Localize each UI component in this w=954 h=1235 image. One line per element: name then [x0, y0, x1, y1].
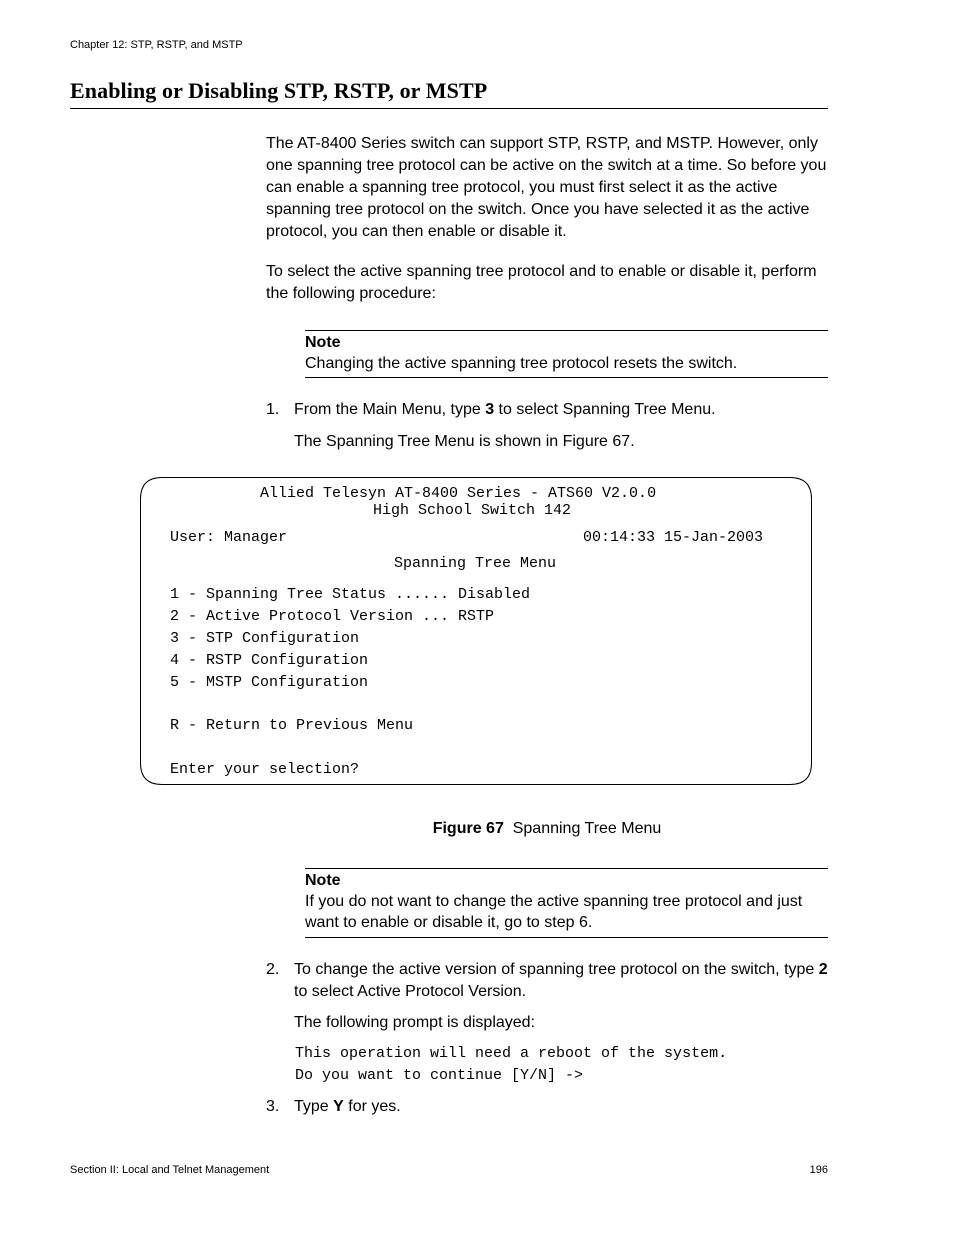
step-1-text [294, 399, 830, 421]
step-number-2: 2. [266, 961, 280, 978]
step-1-pre: From the Main Menu, type [294, 401, 486, 418]
step-2-subtext: The following prompt is displayed: [294, 1014, 536, 1031]
terminal-menu-item: 3 - STP Configuration [170, 630, 360, 647]
terminal-user: User: Manager [170, 529, 288, 546]
terminal-menu-item: 1 - Spanning Tree Status ...... Disabled [170, 586, 531, 603]
step-2-post: to select Active Protocol Version. [294, 983, 527, 1000]
footer-section: Section II: Local and Telnet Management [70, 1164, 270, 1176]
step-2-key: 2 [818, 961, 828, 978]
step-2-text [294, 959, 830, 1003]
terminal-header-line-2: High School Switch 142 [373, 502, 572, 519]
note-text: Changing the active spanning tree protocol resets the switch. [305, 355, 738, 372]
terminal-menu-item: 2 - Active Protocol Version ... RSTP [170, 608, 495, 625]
running-head: Chapter 12: STP, RSTP, and MSTP [70, 39, 243, 51]
figure-title: Spanning Tree Menu [512, 820, 662, 837]
intro-paragraph-1: The AT-8400 Series switch can support STP, RSTP, and MSTP. However, only one spanning tree protocol can be active on the switch at a time. So before you can enable a spanning tree protocol, you must first select it as the active spanning tree protocol on the switch. Once you have selected it as the active protocol, you can then enable or disable it. [266, 135, 827, 240]
page-number: 196 [809, 1164, 828, 1176]
step-1-key: 3 [485, 401, 495, 418]
figure-caption [266, 820, 828, 838]
step-3-text [294, 1096, 830, 1118]
step-3-post: for yes. [343, 1098, 401, 1115]
step-3-key: Y [333, 1098, 344, 1115]
terminal-header-line-1: Allied Telesyn AT-8400 Series - ATS60 V2.0.0 [260, 485, 657, 502]
note-text: If you do not want to change the active spanning tree protocol and just want to enable or disable it, go to step 6. [305, 893, 803, 931]
step-1-post: to select Spanning Tree Menu. [494, 401, 716, 418]
reboot-prompt-line-2: Do you want to continue [Y/N] -> [295, 1067, 584, 1084]
figure-number: Figure 67 [432, 820, 504, 837]
terminal-return-item: R - Return to Previous Menu [170, 717, 414, 734]
note-label: Note [305, 334, 341, 351]
terminal-datetime: 00:14:33 15-Jan-2003 [583, 529, 764, 546]
terminal-menu-title: Spanning Tree Menu [394, 555, 557, 572]
terminal-prompt: Enter your selection? [170, 761, 360, 778]
step-number-3: 3. [266, 1098, 280, 1115]
terminal-screen-figure [140, 477, 812, 785]
intro-paragraph-2: To select the active spanning tree protocol and to enable or disable it, perform the following procedure: [266, 263, 817, 302]
step-1-subtext: The Spanning Tree Menu is shown in Figure 67. [294, 433, 635, 450]
section-title: Enabling or Disabling STP, RSTP, or MSTP [70, 78, 828, 109]
step-3-pre: Type [294, 1098, 334, 1115]
note-box-reset [305, 330, 828, 378]
reboot-prompt-line-1: This operation will need a reboot of the system. [295, 1045, 728, 1062]
terminal-menu-item: 5 - MSTP Configuration [170, 674, 369, 691]
note-label: Note [305, 872, 341, 889]
terminal-menu-item: 4 - RSTP Configuration [170, 652, 369, 669]
step-number-1: 1. [266, 401, 280, 418]
step-2-pre: To change the active version of spanning tree protocol on the switch, type [294, 961, 819, 978]
note-box-skip [305, 868, 828, 938]
